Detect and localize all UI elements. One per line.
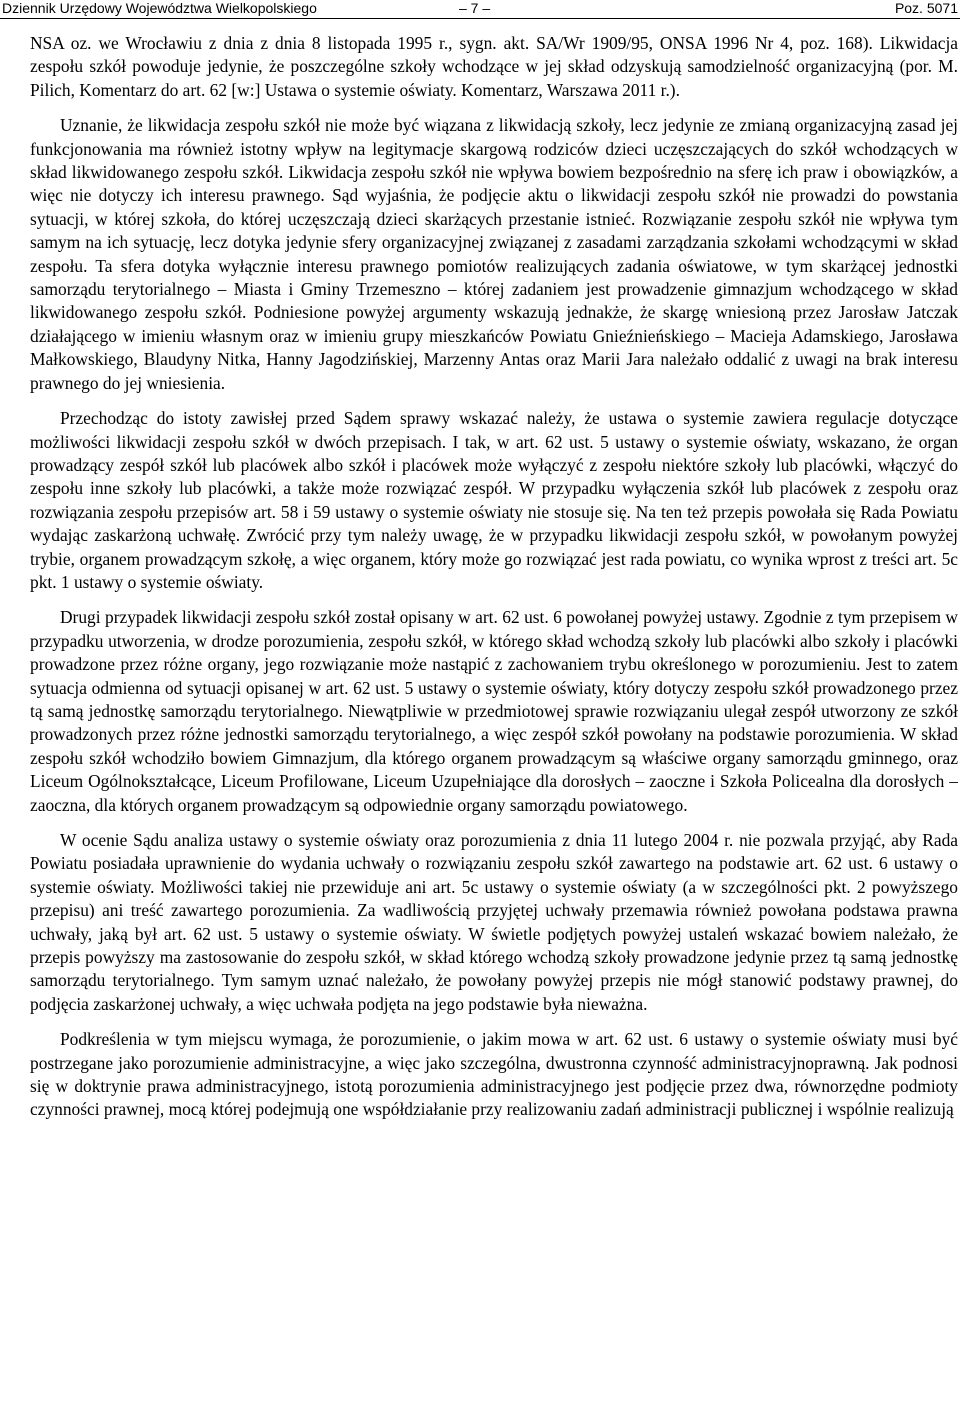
paragraph-2: Uznanie, że likwidacja zespołu szkół nie może być wiązana z likwidacją szkoły, lecz jedynie ze zmianą organizacyjną zasad jej funkcjonowania ma również istotny wpływ na legitymacje skargową rodziców dzieci uczęszczających do szkół wchodzących w skład likwidowanego zespołu szkół. Likwidacja zespołu szkół nie wpływa bowiem bezpośrednio na sferę ich praw i obowiązków, a więc nie dotyczy ich interesu prawnego. Sąd wyjaśnia, że podjęcie aktu o likwidacji zespołu szkół nie prowadzi do powstania sytuacji, w której szkoła, do której uczęszczają dzieci skarżących przestanie istnieć. Rozwiązanie zespołu szkół nie wpływa tym samym na ich sytuację, lecz dotyka jedynie sfery organizacyjnej związanej z zasadami zarządzania szkołami wchodzącymi w skład zespołu. Ta sfera dotyka wyłącznie interesu prawnego pomiotów realizujących zadania oświatowe, w tym skarżącej jednostki samorządu terytorialnego – Miasta i Gminy Trzemeszno – której zadaniem jest prowadzenie gimnazjum wchodzącego w skład likwidowanego zespołu szkół. Podniesione powyżej argumenty wskazują jednakże, że skargę wniesioną przez Jarosław Jatczak działającego w imieniu własnym oraz w imieniu grupy mieszkańców Powiatu Gnieźnieńskiego – Macieja Adamskiego, Jarosława Małkowskiego, Blaudyny Nitka, Hanny Jagodzińskiej, Marzenny Antas oraz Marii Jara należało oddalić z uwagi na brak interesu prawnego do jej wniesienia. xyxy=(30,115,958,393)
document-body xyxy=(30,32,958,1134)
paragraph-3: Przechodząc do istoty zawisłej przed Sądem sprawy wskazać należy, że ustawa o systemie zawiera regulacje dotyczące możliwości likwidacji zespołu szkół w dwóch przepisach. I tak, w art. 62 ust. 5 ustawy o systemie oświaty, wskazano, że organ prowadzący zespół szkół lub placówek albo szkół i placówek może wyłączyć z zespołu niektóre szkoły lub placówki, włączyć do zespołu inne szkoły lub placówki, a także może rozwiązać zespół. W przypadku wyłączenia szkół lub placówek z zespołu oraz rozwiązania zespołu przepisów art. 58 i 59 ustawy o systemie oświaty nie stosuje się. Na ten też przepis powołała się Rada Powiatu wydając zaskarżoną uchwałę. Zwrócić przy tym należy uwagę, że w przypadku likwidacji zespołu szkół, w powołanym powyżej trybie, organem prowadzącym szkołę, a więc organem, który może go rozwiązać jest rada powiatu, co wynika wprost z treści art. 5c pkt. 1 ustawy o systemie oświaty. xyxy=(30,408,958,592)
page-number: – 7 – xyxy=(459,0,491,16)
paragraph-1: NSA oz. we Wrocławiu z dnia z dnia 8 listopada 1995 r., sygn. akt. SA/Wr 1909/95, ONSA 1996 Nr 4, poz. 168). Likwidacja zespołu szkół powoduje jedynie, że poszczególne szkoły wchodzące w jej skład odzyskują samodzielność organizacyjną (por. M. Pilich, Komentarz do art. 62 [w:] Ustawa o systemie oświaty. Komentarz, Warszawa 2011 r.). xyxy=(30,33,958,100)
page-header xyxy=(0,0,960,19)
item-number: Poz. 5071 xyxy=(894,0,958,16)
paragraph-5: W ocenie Sądu analiza ustawy o systemie oświaty oraz porozumienia z dnia 11 lutego 2004 r. nie pozwala przyjąć, aby Rada Powiatu posiadała uprawnienie do wydania uchwały o rozwiązaniu zespołu szkół zawartego na podstawie art. 62 ust. 6 ustawy o systemie oświaty. Możliwości takiej nie przewiduje ani art. 5c ustawy o systemie oświaty (a w szczególności pkt. 2 powyższego przepisu) ani treść zawartego porozumienia. Za wadliwością przyjętej uchwały przemawia również powołana podstawa prawna uchwały, jaką był art. 62 ust. 5 ustawy o systemie oświaty. W świetle podjętych powyżej ustaleń wskazać bowiem należało, że przepis powyższy ma zastosowanie do zespołu szkół, w skład którego wchodzą szkoły prowadzone jedynie przez tą samą jednostkę samorządu terytorialnego. Tym samym uznać należało, że powołany powyżej przepis nie mógł stanowić podstawy prawnej, do podjęcia zaskarżonej uchwały, a więc uchwała podjęta na jego podstawie była nieważna. xyxy=(30,830,958,1014)
journal-title: Dziennik Urzędowy Województwa Wielkopolskiego xyxy=(2,0,317,16)
paragraph-4: Drugi przypadek likwidacji zespołu szkół został opisany w art. 62 ust. 6 powołanej powyżej ustawy. Zgodnie z tym przepisem w przypadku utworzenia, w drodze porozumienia, zespołu szkół, w którego skład wchodzą szkoły lub placówki albo szkoły i placówki prowadzone przez różne organy, jego rozwiązanie może nastąpić z zachowaniem trybu określonego w porozumieniu. Jest to zatem sytuacja odmienna od sytuacji opisanej w art. 62 ust. 5 ustawy o systemie oświaty, który dotyczy zespołu szkół prowadzonego przez tą samą jednostkę samorządu terytorialnego. Niewątpliwie w przedmiotowej sprawie rozwiązaniu ulegał zespół utworzony ze szkół prowadzonych przez różne jednostki samorządu terytorialnego, a więc zespół szkół powołany na podstawie porozumienia. W skład zespołu szkół wchodziło bowiem Gimnazjum, dla którego organem prowadzącym są właściwe organy samorządu gminnego, oraz Liceum Ogólnokształcące, Liceum Profilowane, Liceum Uzupełniające dla dorosłych – zaoczne i Szkoła Policealna dla dorosłych – zaoczna, dla których organem prowadzącym są odpowiednie organy samorządu powiatowego. xyxy=(30,607,958,815)
paragraph-6: Podkreślenia w tym miejscu wymaga, że porozumienie, o jakim mowa w art. 62 ust. 6 ustawy o systemie oświaty musi być postrzegane jako porozumienie administracyjne, a więc jako szczególna, dwustronna czynność administracyjnoprawną. Jak podnosi się w doktrynie prawa administracyjnego, istotą porozumienia administracyjnego jest podjęcie przez dwa, równorzędne podmioty czynności prawnej, mocą której podejmują one współdziałanie przy realizowaniu zadań administracji publicznej i wspólnie realizują xyxy=(30,1029,958,1120)
